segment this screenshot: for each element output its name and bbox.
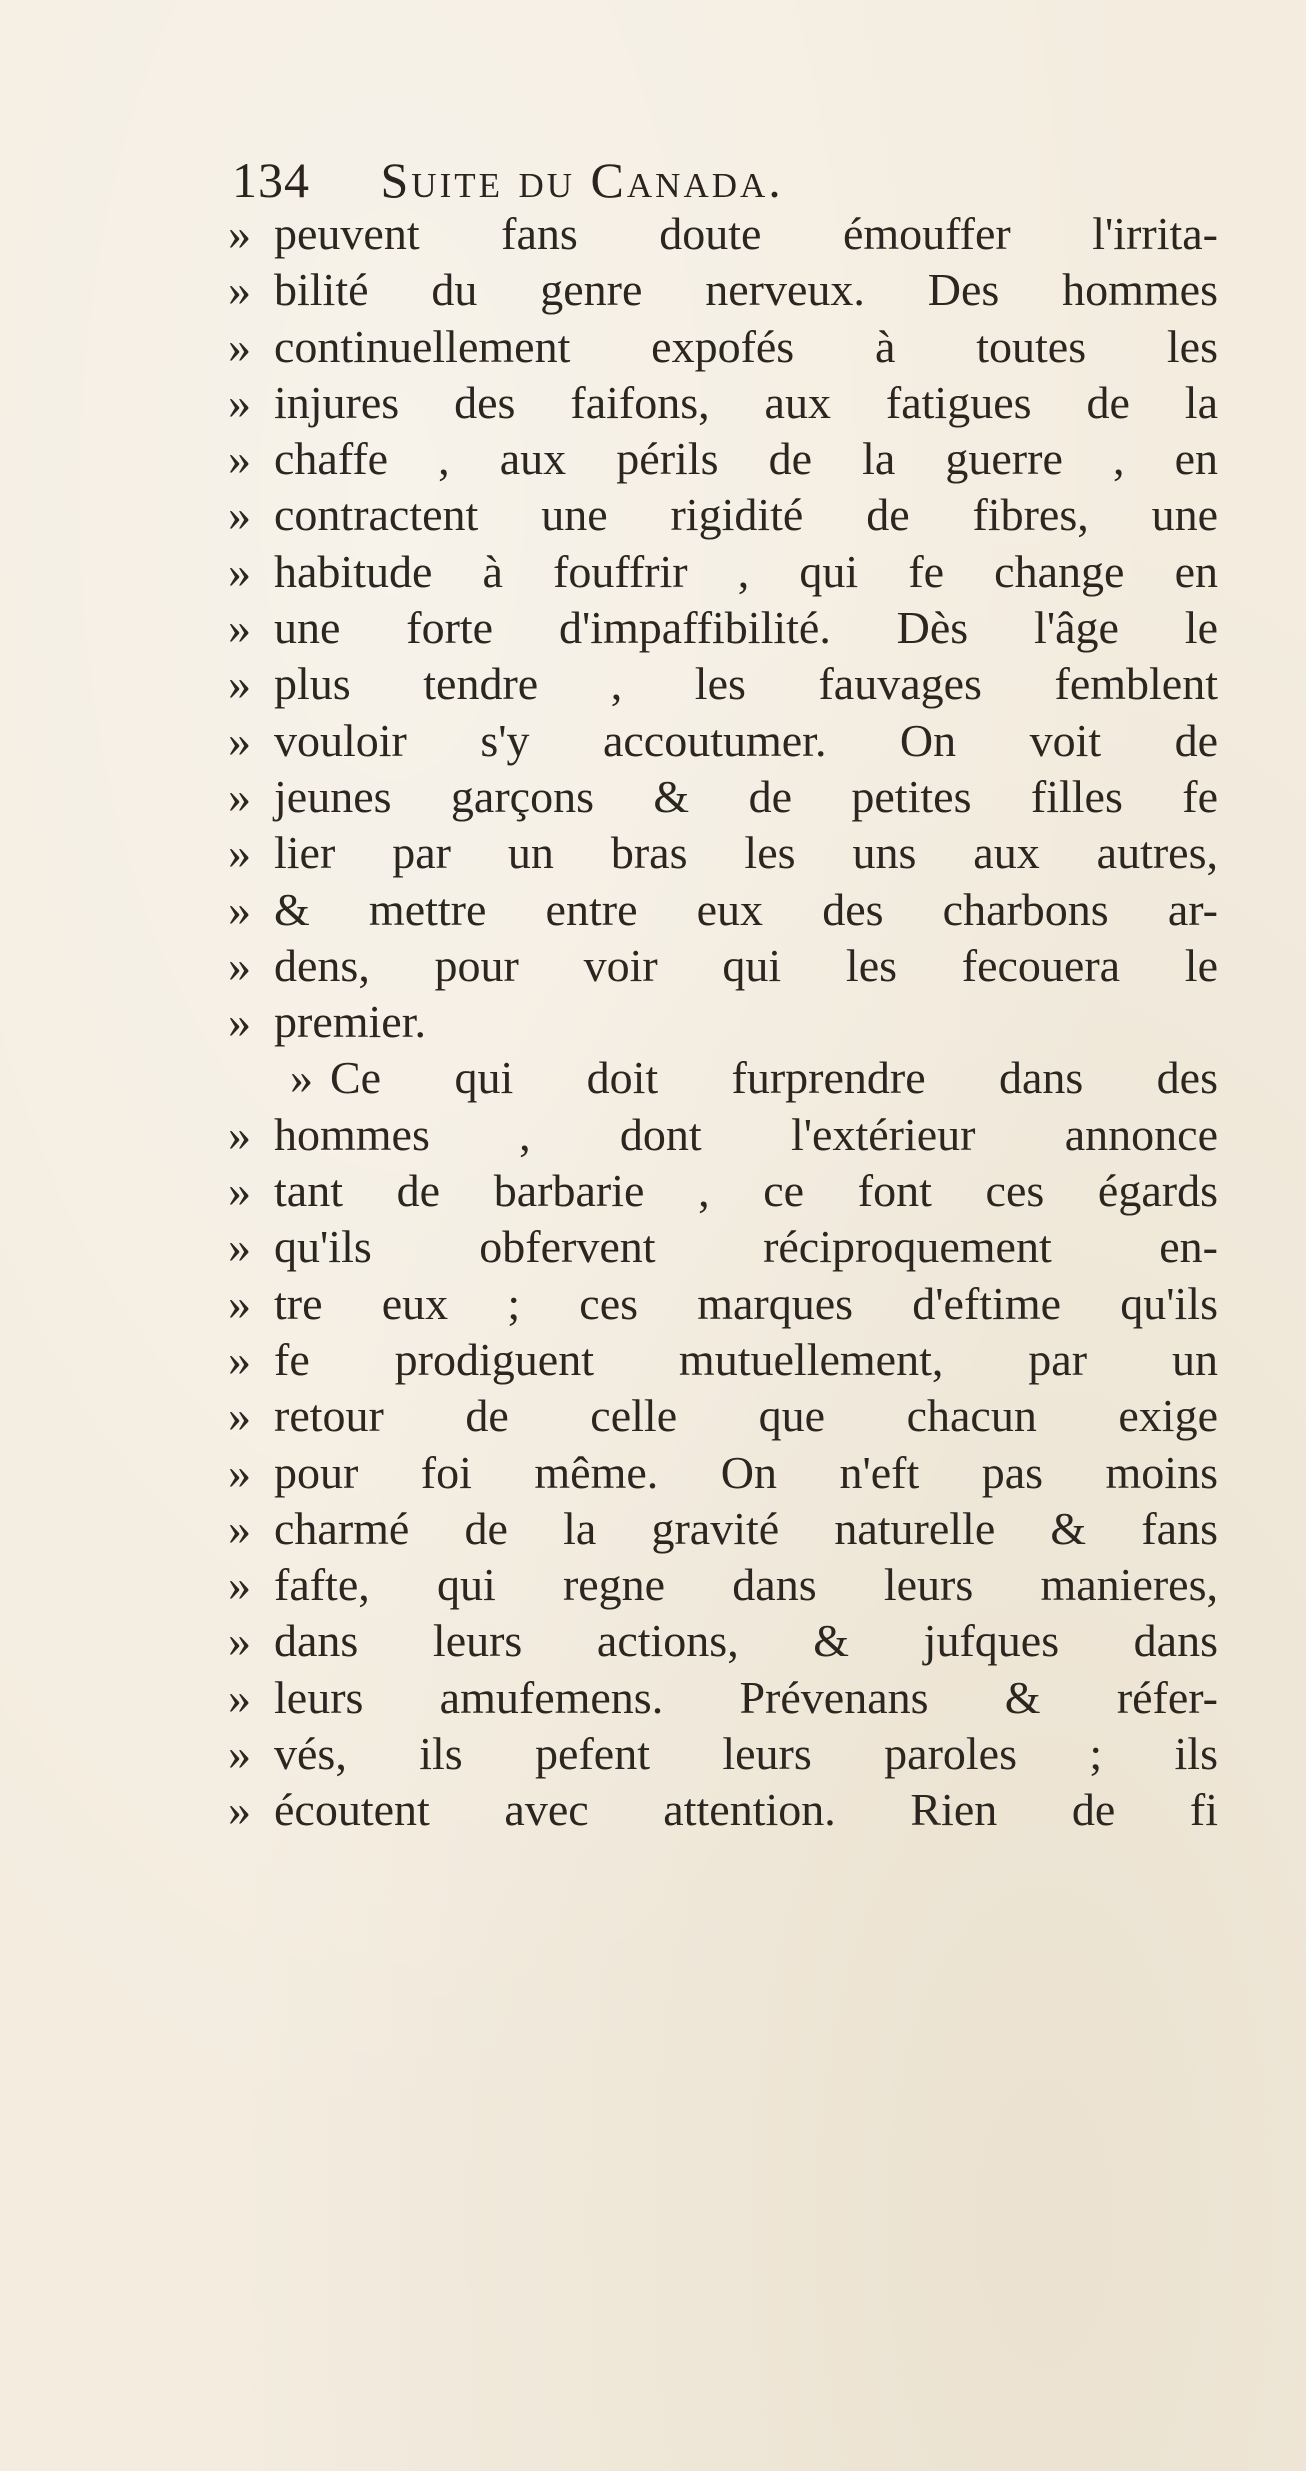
line-text: charmé de la gravité naturelle & fans bbox=[274, 1502, 1218, 1554]
line-text: qu'ils obfervent réciproquement en- bbox=[274, 1221, 1218, 1273]
text-line bbox=[228, 544, 1218, 600]
text-line bbox=[228, 1163, 1218, 1219]
quote-mark: » bbox=[228, 658, 251, 710]
text-line bbox=[228, 1445, 1218, 1501]
line-text: jeunes garçons & de petites filles fe bbox=[274, 770, 1218, 822]
line-text: leurs amufemens. Prévenans & réfer- bbox=[274, 1671, 1218, 1723]
text-line bbox=[228, 319, 1218, 375]
quote-mark: » bbox=[228, 714, 251, 766]
line-text: contractent une rigidité de fibres, une bbox=[274, 489, 1218, 541]
text-line bbox=[228, 1219, 1218, 1275]
quote-mark: » bbox=[228, 1615, 251, 1667]
text-line bbox=[228, 1557, 1218, 1613]
page-number: 134 bbox=[232, 152, 310, 208]
quote-mark: » bbox=[228, 827, 251, 879]
quote-mark: » bbox=[228, 1784, 251, 1836]
quote-mark: » bbox=[228, 1165, 251, 1217]
text-line bbox=[228, 487, 1218, 543]
quote-mark: » bbox=[228, 545, 251, 597]
quote-mark: » bbox=[228, 1502, 251, 1554]
text-line bbox=[228, 1670, 1218, 1726]
text-line bbox=[228, 1782, 1218, 1838]
line-text: lier par un bras les uns aux autres, bbox=[274, 827, 1218, 879]
quote-mark: » bbox=[228, 1221, 251, 1273]
quote-mark: » bbox=[228, 1671, 251, 1723]
text-line bbox=[228, 1501, 1218, 1557]
line-text: tre eux ; ces marques d'eftime qu'ils bbox=[274, 1277, 1218, 1329]
quote-mark: » bbox=[228, 264, 251, 316]
quote-mark: » bbox=[290, 1052, 313, 1104]
text-body bbox=[228, 206, 1218, 1839]
text-line bbox=[228, 882, 1218, 938]
text-line bbox=[228, 1726, 1218, 1782]
text-line bbox=[228, 262, 1218, 318]
text-line bbox=[228, 1613, 1218, 1669]
quote-mark: » bbox=[228, 320, 251, 372]
line-text: hommes , dont l'extérieur annonce bbox=[274, 1108, 1218, 1160]
page-header bbox=[232, 150, 1232, 210]
quote-mark: » bbox=[228, 1108, 251, 1160]
line-text: fe prodiguent mutuellement, par un bbox=[274, 1333, 1218, 1385]
text-line bbox=[228, 1332, 1218, 1388]
line-text: peuvent fans doute émouffer l'irrita- bbox=[274, 208, 1218, 259]
quote-mark: » bbox=[228, 433, 251, 485]
line-text: vés, ils pefent leurs paroles ; ils bbox=[274, 1728, 1218, 1780]
quote-mark: » bbox=[228, 376, 251, 428]
text-line bbox=[228, 1276, 1218, 1332]
running-title: Suite du Canada. bbox=[380, 152, 784, 208]
line-text: injures des faifons, aux fatigues de la bbox=[274, 376, 1218, 428]
quote-mark: » bbox=[228, 1728, 251, 1780]
line-text: une forte d'impaffibilité. Dès l'âge le bbox=[274, 602, 1218, 654]
line-text: & mettre entre eux des charbons ar- bbox=[274, 883, 1218, 935]
line-text: retour de celle que chacun exige bbox=[274, 1390, 1218, 1442]
text-line bbox=[228, 206, 1218, 262]
line-text: tant de barbarie , ce font ces égards bbox=[274, 1165, 1218, 1217]
line-text: écoutent avec attention. Rien de fi bbox=[274, 1784, 1218, 1836]
quote-mark: » bbox=[228, 996, 251, 1048]
quote-mark: » bbox=[228, 770, 251, 822]
quote-mark: » bbox=[228, 208, 251, 259]
text-line bbox=[228, 994, 1218, 1050]
line-text: dans leurs actions, & jufques dans bbox=[274, 1615, 1218, 1667]
quote-mark: » bbox=[228, 883, 251, 935]
line-text: plus tendre , les fauvages femblent bbox=[274, 658, 1218, 710]
line-text: habitude à fouffrir , qui fe change en bbox=[274, 545, 1218, 597]
line-text: pour foi même. On n'eft pas moins bbox=[274, 1446, 1218, 1498]
line-text: vouloir s'y accoutumer. On voit de bbox=[274, 714, 1218, 766]
text-line bbox=[228, 825, 1218, 881]
quote-mark: » bbox=[228, 1390, 251, 1442]
line-text: premier. bbox=[274, 996, 426, 1048]
line-text: continuellement expofés à toutes les bbox=[274, 320, 1218, 372]
text-line bbox=[228, 938, 1218, 994]
quote-mark: » bbox=[228, 1333, 251, 1385]
text-line bbox=[228, 375, 1218, 431]
line-text: dens, pour voir qui les fecouera le bbox=[274, 939, 1218, 991]
line-text: Ce qui doit furprendre dans des bbox=[330, 1052, 1218, 1104]
quote-mark: » bbox=[228, 489, 251, 541]
quote-mark: » bbox=[228, 939, 251, 991]
text-line bbox=[228, 600, 1218, 656]
quote-mark: » bbox=[228, 1559, 251, 1611]
text-line bbox=[228, 769, 1218, 825]
text-line bbox=[228, 431, 1218, 487]
line-text: fafte, qui regne dans leurs manieres, bbox=[274, 1559, 1218, 1611]
text-line bbox=[228, 1050, 1218, 1106]
text-line bbox=[228, 1107, 1218, 1163]
text-line bbox=[228, 1388, 1218, 1444]
text-line bbox=[228, 656, 1218, 712]
quote-mark: » bbox=[228, 602, 251, 654]
quote-mark: » bbox=[228, 1446, 251, 1498]
line-text: chaffe , aux périls de la guerre , en bbox=[274, 433, 1218, 485]
quote-mark: » bbox=[228, 1277, 251, 1329]
text-line bbox=[228, 713, 1218, 769]
line-text: bilité du genre nerveux. Des hommes bbox=[274, 264, 1218, 316]
